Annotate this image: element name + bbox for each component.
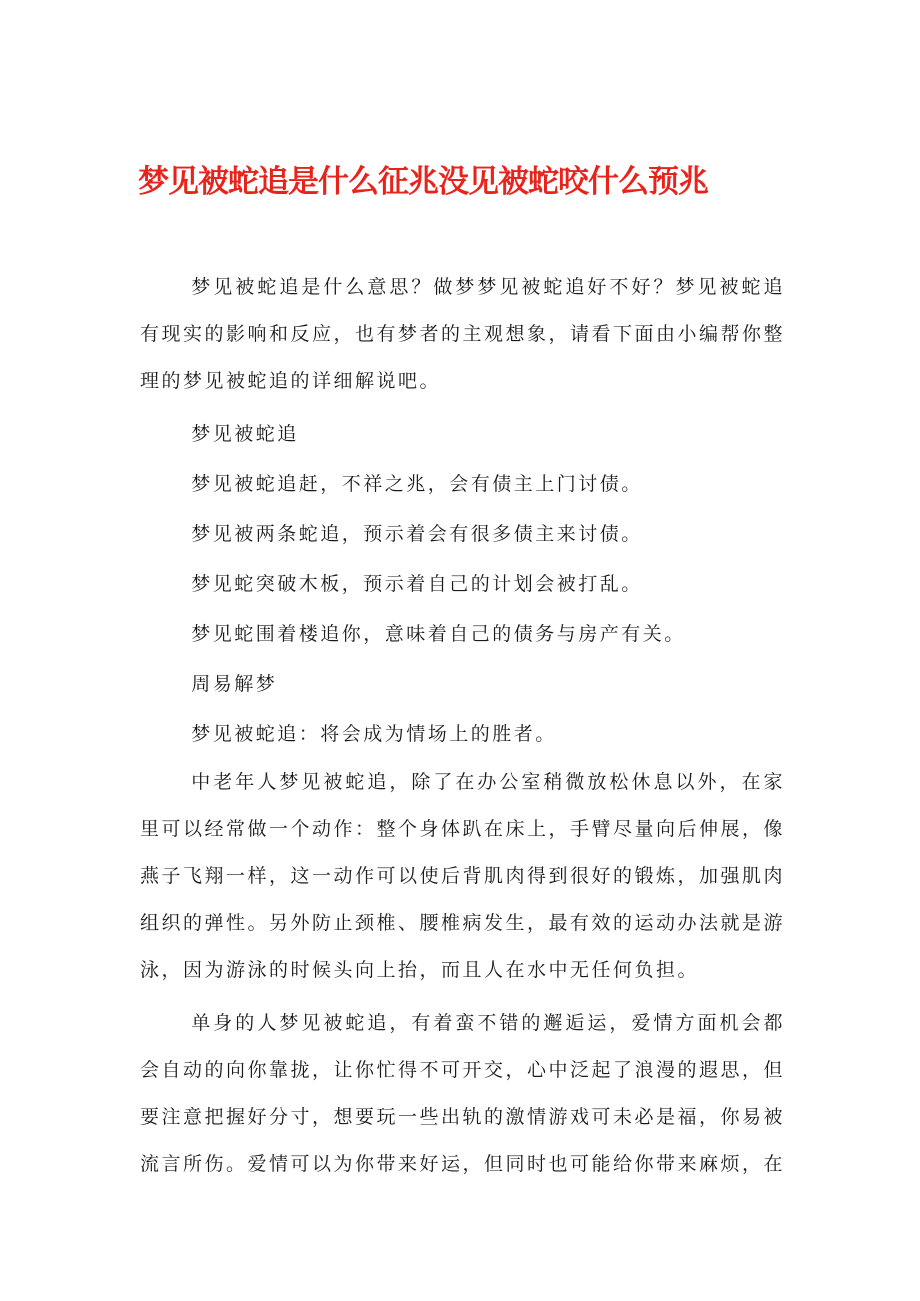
paragraph: 梦见被蛇追赶，不祥之兆，会有债主上门讨债。	[191, 473, 643, 495]
intro-paragraph: 梦见被蛇追是什么意思？做梦梦见被蛇追好不好？梦见被蛇追有现实的影响和反应，也有梦者的主观想象，请看下面由小编帮你整理的梦见被蛇追的详细解说吧。	[140, 276, 786, 392]
paragraph: 梦见被两条蛇追，预示着会有很多债主来讨债。	[191, 523, 643, 545]
paragraph: 梦见蛇突破木板，预示着自己的计划会被打乱。	[191, 573, 643, 595]
paragraph: 单身的人梦见被蛇追，有着蛮不错的邂逅运，爱情方面机会都会自动的向你靠拢，让你忙得不可开交，心中泛起了浪漫的遐思，但要注意把握好分寸，想要玩一些出轨的激情游戏可未必是福，你易被流言所伤。爱情可以为你带来好运，但同时也可能给你带来麻烦，在	[140, 1012, 786, 1175]
document-body	[140, 264, 785, 1192]
section-heading: 周易解梦	[191, 673, 278, 695]
document-title: 梦见被蛇追是什么征兆没见被蛇咬什么预兆	[138, 164, 708, 200]
section-heading: 梦见被蛇追	[191, 423, 299, 445]
paragraph: 梦见蛇围着楼追你，意味着自己的债务与房产有关。	[191, 623, 686, 645]
paragraph: 梦见被蛇追：将会成为情场上的胜者。	[191, 723, 557, 745]
paragraph: 中老年人梦见被蛇追，除了在办公室稍微放松休息以外，在家里可以经常做一个动作：整个身体趴在床上，手臂尽量向后伸展，像燕子飞翔一样，这一动作可以使后背肌肉得到很好的锻炼，加强肌肉组织的弹性。另外防止颈椎、腰椎病发生，最有效的运动办法就是游泳，因为游泳的时候头向上抬，而且人在水中无任何负担。	[140, 771, 786, 981]
